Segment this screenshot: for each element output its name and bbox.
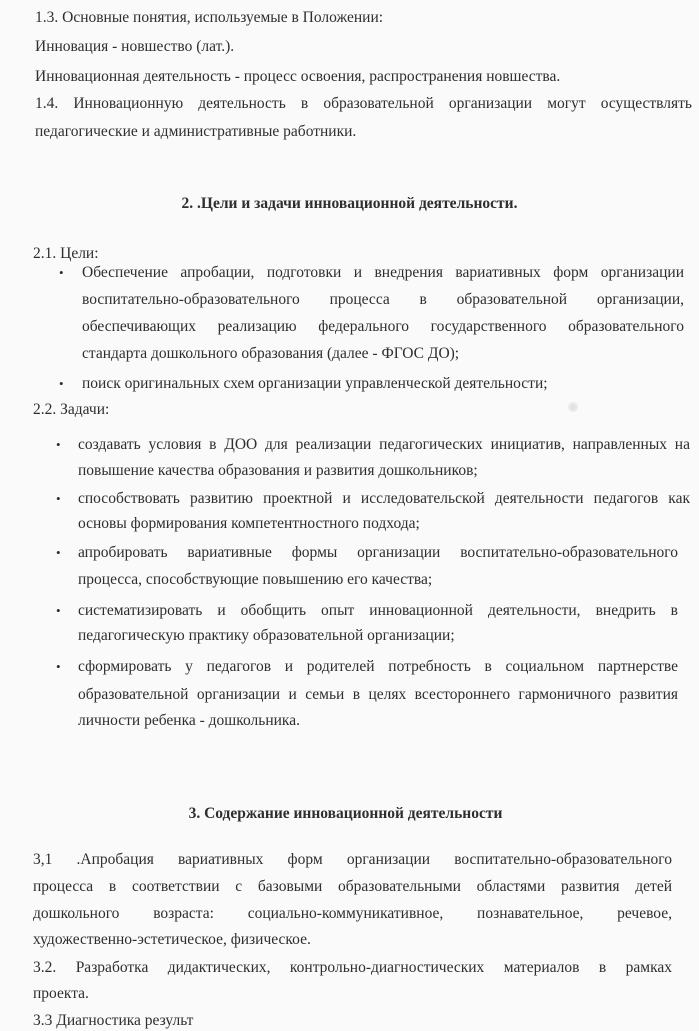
task-4-line: систематизировать и обобщить опыт инновационной деятельности, внедрить в	[78, 602, 678, 619]
definition-innovation-activity: Инновационная деятельность - процесс освоения, распространения новшества.	[35, 68, 561, 85]
task-2-line: способствовать развитию проектной и исследовательской деятельности педагогов как	[78, 490, 690, 507]
task-4-line: педагогическую практику образовательной организации;	[78, 627, 455, 644]
section-2-heading: 2. .Цели и задачи инновационной деятельности.	[181, 195, 518, 212]
goals-label: 2.1. Цели:	[33, 245, 99, 262]
definition-innovation: Инновация - новшество (лат.).	[35, 38, 235, 55]
paragraph-3-1-line: художественно-эстетическое, физическое.	[33, 931, 311, 948]
task-3-line: апробировать вариативные формы организации воспитательно-образовательного	[78, 544, 678, 561]
paragraph-3-2-line: проекта.	[33, 985, 89, 1002]
goal-1-line: стандарта дошкольного образования (далее - ФГОС ДО);	[82, 345, 460, 362]
bullet: •	[56, 491, 61, 506]
tasks-label: 2.2. Задачи:	[33, 401, 110, 418]
goal-1-line: воспитательно-образовательного процесса в образовательной организации,	[82, 291, 684, 308]
paragraph-1-3: 1.3. Основные понятия, используемые в Положении:	[35, 9, 384, 26]
bullet: •	[56, 603, 61, 618]
task-2-line: основы формирования компетентностного подхода;	[78, 515, 420, 532]
section-3-heading: 3. Содержание инновационной деятельности	[188, 805, 503, 822]
task-3-line: процесса, способствующие повышению его качества;	[78, 571, 433, 588]
goal-1-line: обеспечивающих реализацию федерального государственного образовательного	[82, 318, 684, 335]
paragraph-1-4: 1.4. Инновационную деятельность в образовательной организации могут осуществлять	[35, 95, 692, 112]
paragraph-3-1-line: дошкольного возраста: социально-коммуникативное, познавательное, речевое,	[33, 905, 672, 922]
bullet: •	[59, 376, 64, 391]
paragraph-3-1-line: 3,1 .Апробация вариативных форм организации воспитательно-образовательного	[33, 851, 672, 868]
goal-2: поиск оригинальных схем организации управленческой деятельности;	[82, 375, 548, 392]
task-5-line: образовательной организации и семьи в целях всестороннего гармоничного развития	[78, 686, 678, 703]
task-1-line: создавать условия в ДОО для реализации педагогических инициатив, направленных на	[78, 436, 690, 453]
paragraph-3-2-line: 3.2. Разработка дидактических, контрольно-диагностических материалов в рамках	[33, 959, 672, 976]
bullet: •	[56, 545, 61, 560]
bullet: •	[56, 437, 61, 452]
bullet: •	[56, 659, 61, 674]
paragraph-3-1-line: процесса в соответствии с базовыми образовательными областями развития детей	[33, 878, 672, 895]
task-5-line: личности ребенка - дошкольника.	[78, 712, 300, 729]
paragraph-1-4-cont: педагогические и административные работники.	[35, 123, 357, 140]
task-5-line: сформировать у педагогов и родителей потребность в социальном партнерстве	[78, 658, 678, 675]
bullet: •	[59, 265, 64, 280]
scan-artifact	[568, 402, 578, 412]
task-1-line: повышение качества образования и развития дошкольников;	[78, 462, 478, 479]
paragraph-3-3-partial: 3.3 Диагностика результ	[33, 1012, 194, 1029]
goal-1-line: Обеспечение апробации, подготовки и внедрения вариативных форм организации	[82, 264, 684, 281]
